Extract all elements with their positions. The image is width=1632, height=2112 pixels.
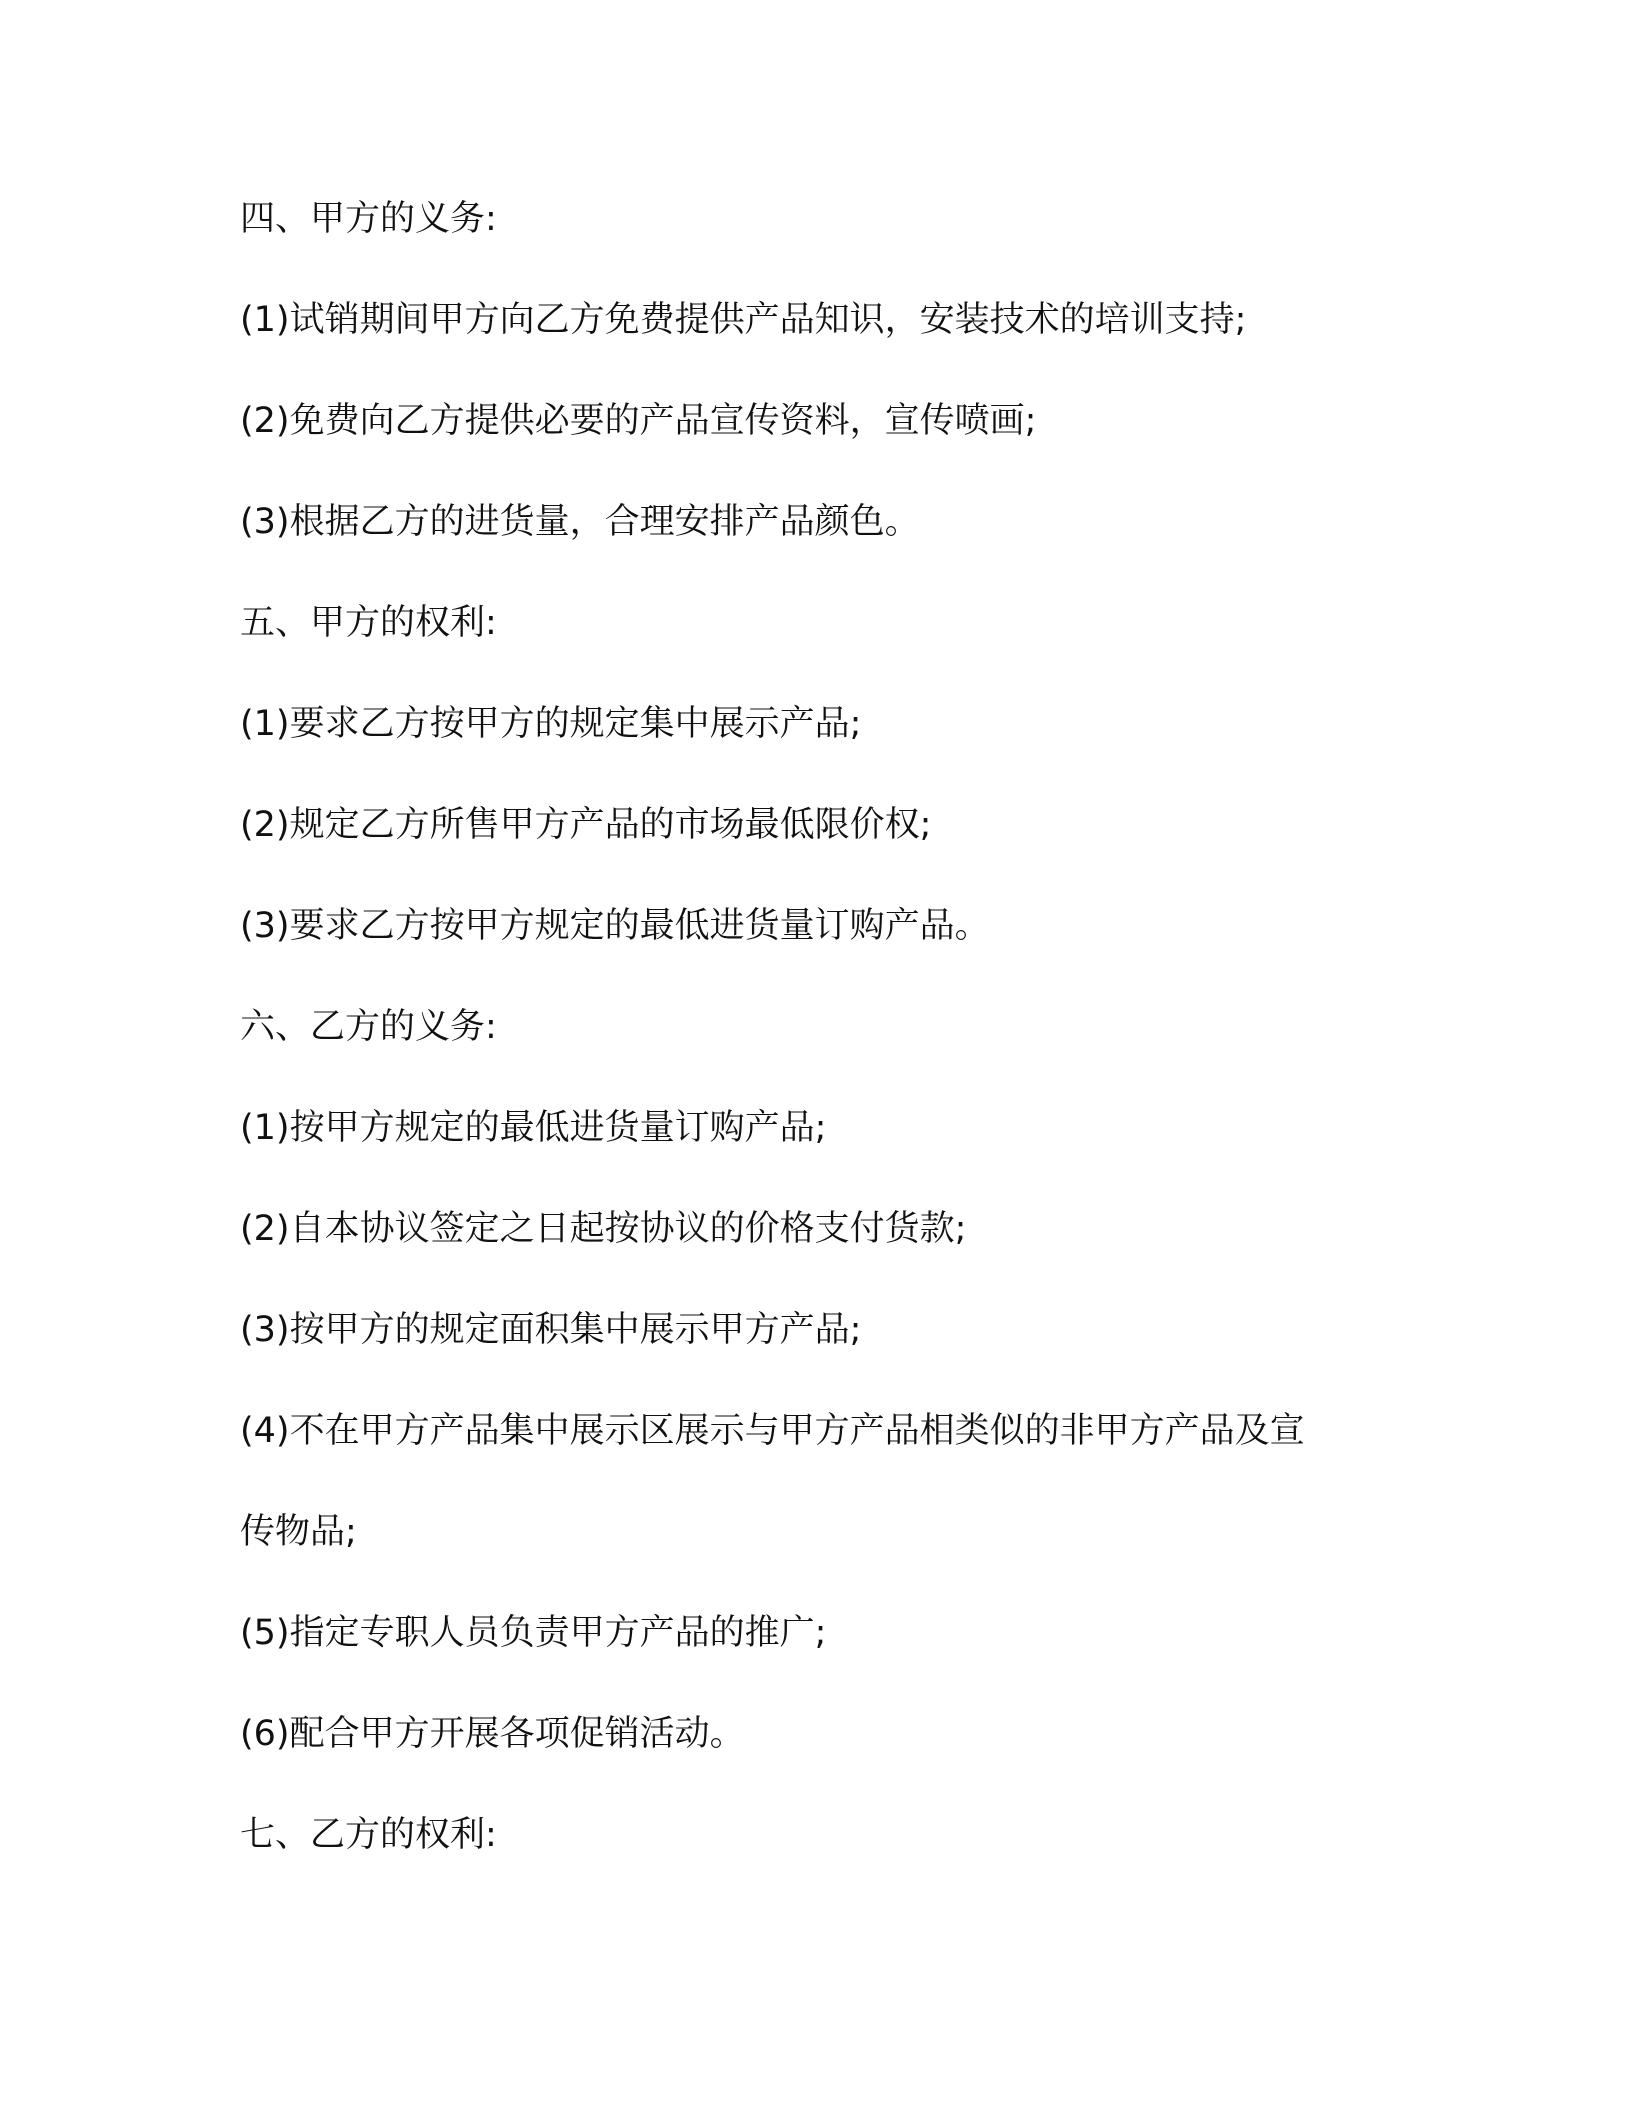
clause-b-obligation-1: (1)按甲方规定的最低进货量订购产品; <box>240 1108 827 1148</box>
clause-a-obligation-3: (3)根据乙方的进货量，合理安排产品颜色。 <box>240 502 920 542</box>
clause-b-obligation-4-continued: 传物品; <box>240 1512 357 1552</box>
clause-b-obligation-3: (3)按甲方的规定面积集中展示甲方产品; <box>240 1310 862 1350</box>
document-body <box>240 188 1400 1905</box>
clause-a-obligation-2: (2)免费向乙方提供必要的产品宣传资料，宣传喷画; <box>240 401 1037 441</box>
clause-a-obligation-1: (1)试销期间甲方向乙方免费提供产品知识，安装技术的培训支持; <box>240 300 1247 340</box>
section-heading-party-b-obligations: 六、乙方的义务: <box>240 1007 497 1047</box>
clause-a-right-3: (3)要求乙方按甲方规定的最低进货量订购产品。 <box>240 906 990 946</box>
section-heading-party-b-rights: 七、乙方的权利: <box>240 1815 497 1855</box>
section-heading-party-a-rights: 五、甲方的权利: <box>240 603 497 643</box>
clause-b-obligation-4: (4)不在甲方产品集中展示区展示与甲方产品相类似的非甲方产品及宣 <box>240 1411 1305 1451</box>
clause-b-obligation-2: (2)自本协议签定之日起按协议的价格支付货款; <box>240 1209 967 1249</box>
clause-a-right-1: (1)要求乙方按甲方的规定集中展示产品; <box>240 704 862 744</box>
section-heading-party-a-obligations: 四、甲方的义务: <box>240 199 497 239</box>
clause-b-obligation-6: (6)配合甲方开展各项促销活动。 <box>240 1714 745 1754</box>
clause-a-right-2: (2)规定乙方所售甲方产品的市场最低限价权; <box>240 805 932 845</box>
clause-b-obligation-5: (5)指定专职人员负责甲方产品的推广; <box>240 1613 827 1653</box>
